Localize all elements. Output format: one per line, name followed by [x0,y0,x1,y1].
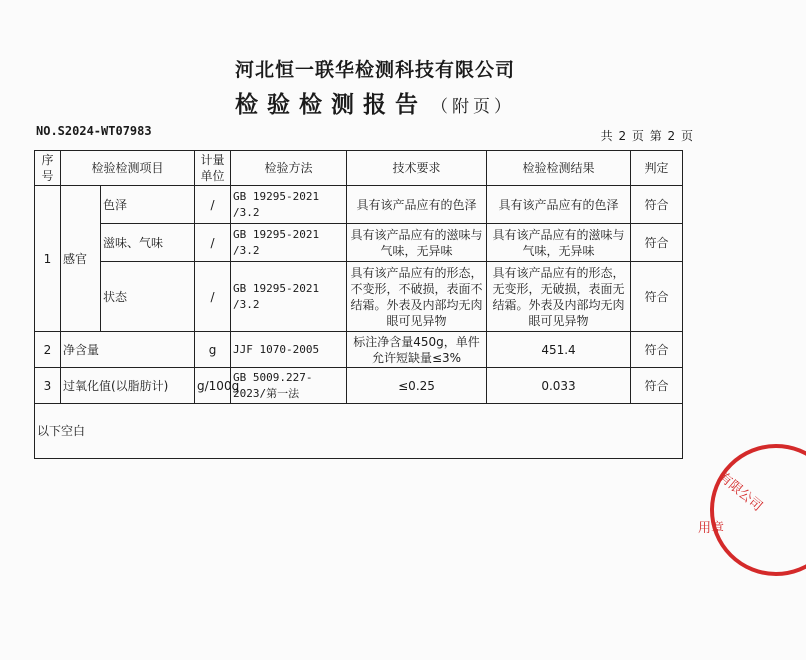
company-name: 河北恒一联华检测科技有限公司 [234,59,515,81]
requirement-cell: 具有该产品应有的形态，不变形，不破损，表面不结霜。外表及内部均无肉眼可见异物 [347,262,487,332]
item-cell: 净含量 [61,332,195,368]
seq-cell: 1 [35,186,61,332]
item-cell: 色泽 [101,186,195,224]
col-item: 检验检测项目 [61,151,195,186]
item-cell: 状态 [101,262,195,332]
unit-cell: / [195,224,231,262]
svg-text:用章: 用章 [698,521,725,536]
item-cell: 滋味、气味 [101,224,195,262]
company-seal [696,440,806,580]
requirement-cell: 标注净含量450g，单件允许短缺量≤3% [347,332,487,368]
table-row [35,224,683,262]
title-row [0,86,750,119]
result-cell: 具有该产品应有的滋味与气味，无异味 [487,224,631,262]
method-cell: GB 19295-2021 /3.2 [231,224,347,262]
item-cell: 过氧化值(以脂肪计) [61,368,195,404]
col-unit: 计量单位 [195,151,231,186]
method-cell: GB 19295-2021 /3.2 [231,186,347,224]
page-info: 共 2 页 第 2 页 [600,129,694,143]
method-cell: JJF 1070-2005 [231,332,347,368]
table-row [35,332,683,368]
unit-cell: / [195,262,231,332]
unit-cell: g [195,332,231,368]
table-row [35,186,683,224]
table-header-row [35,151,683,186]
col-result: 检验检测结果 [487,151,631,186]
svg-text:有限公司: 有限公司 [715,469,765,515]
seq-cell: 2 [35,332,61,368]
report-number: NO.S2024-WT07983 [36,124,152,138]
judgment-cell: 符合 [631,224,683,262]
judgment-cell: 符合 [631,332,683,368]
unit-cell: g/100g [195,368,231,404]
report-table [34,150,683,459]
requirement-cell: 具有该产品应有的色泽 [347,186,487,224]
table-row [35,262,683,332]
blank-note: 以下空白 [35,404,683,459]
result-cell: 451.4 [487,332,631,368]
seq-cell: 3 [35,368,61,404]
judgment-cell: 符合 [631,368,683,404]
category-cell: 感官 [61,186,101,332]
col-method: 检验方法 [231,151,347,186]
col-judgment: 判定 [631,151,683,186]
col-seq: 序号 [35,151,61,186]
unit-cell: / [195,186,231,224]
blank-row [35,404,683,459]
report-subtitle: （附页） [431,97,515,117]
table-row [35,368,683,404]
method-cell: GB 19295-2021 /3.2 [231,262,347,332]
col-requirement: 技术要求 [347,151,487,186]
result-cell: 具有该产品应有的形态，无变形，无破损，表面无结霜。外表及内部均无肉眼可见异物 [487,262,631,332]
judgment-cell: 符合 [631,186,683,224]
result-cell: 0.033 [487,368,631,404]
report-title: 检验检测报告 [235,91,427,118]
result-cell: 具有该产品应有的色泽 [487,186,631,224]
requirement-cell: 具有该产品应有的滋味与气味，无异味 [347,224,487,262]
method-cell: GB 5009.227-2023/第一法 [231,368,347,404]
requirement-cell: ≤0.25 [347,368,487,404]
judgment-cell: 符合 [631,262,683,332]
